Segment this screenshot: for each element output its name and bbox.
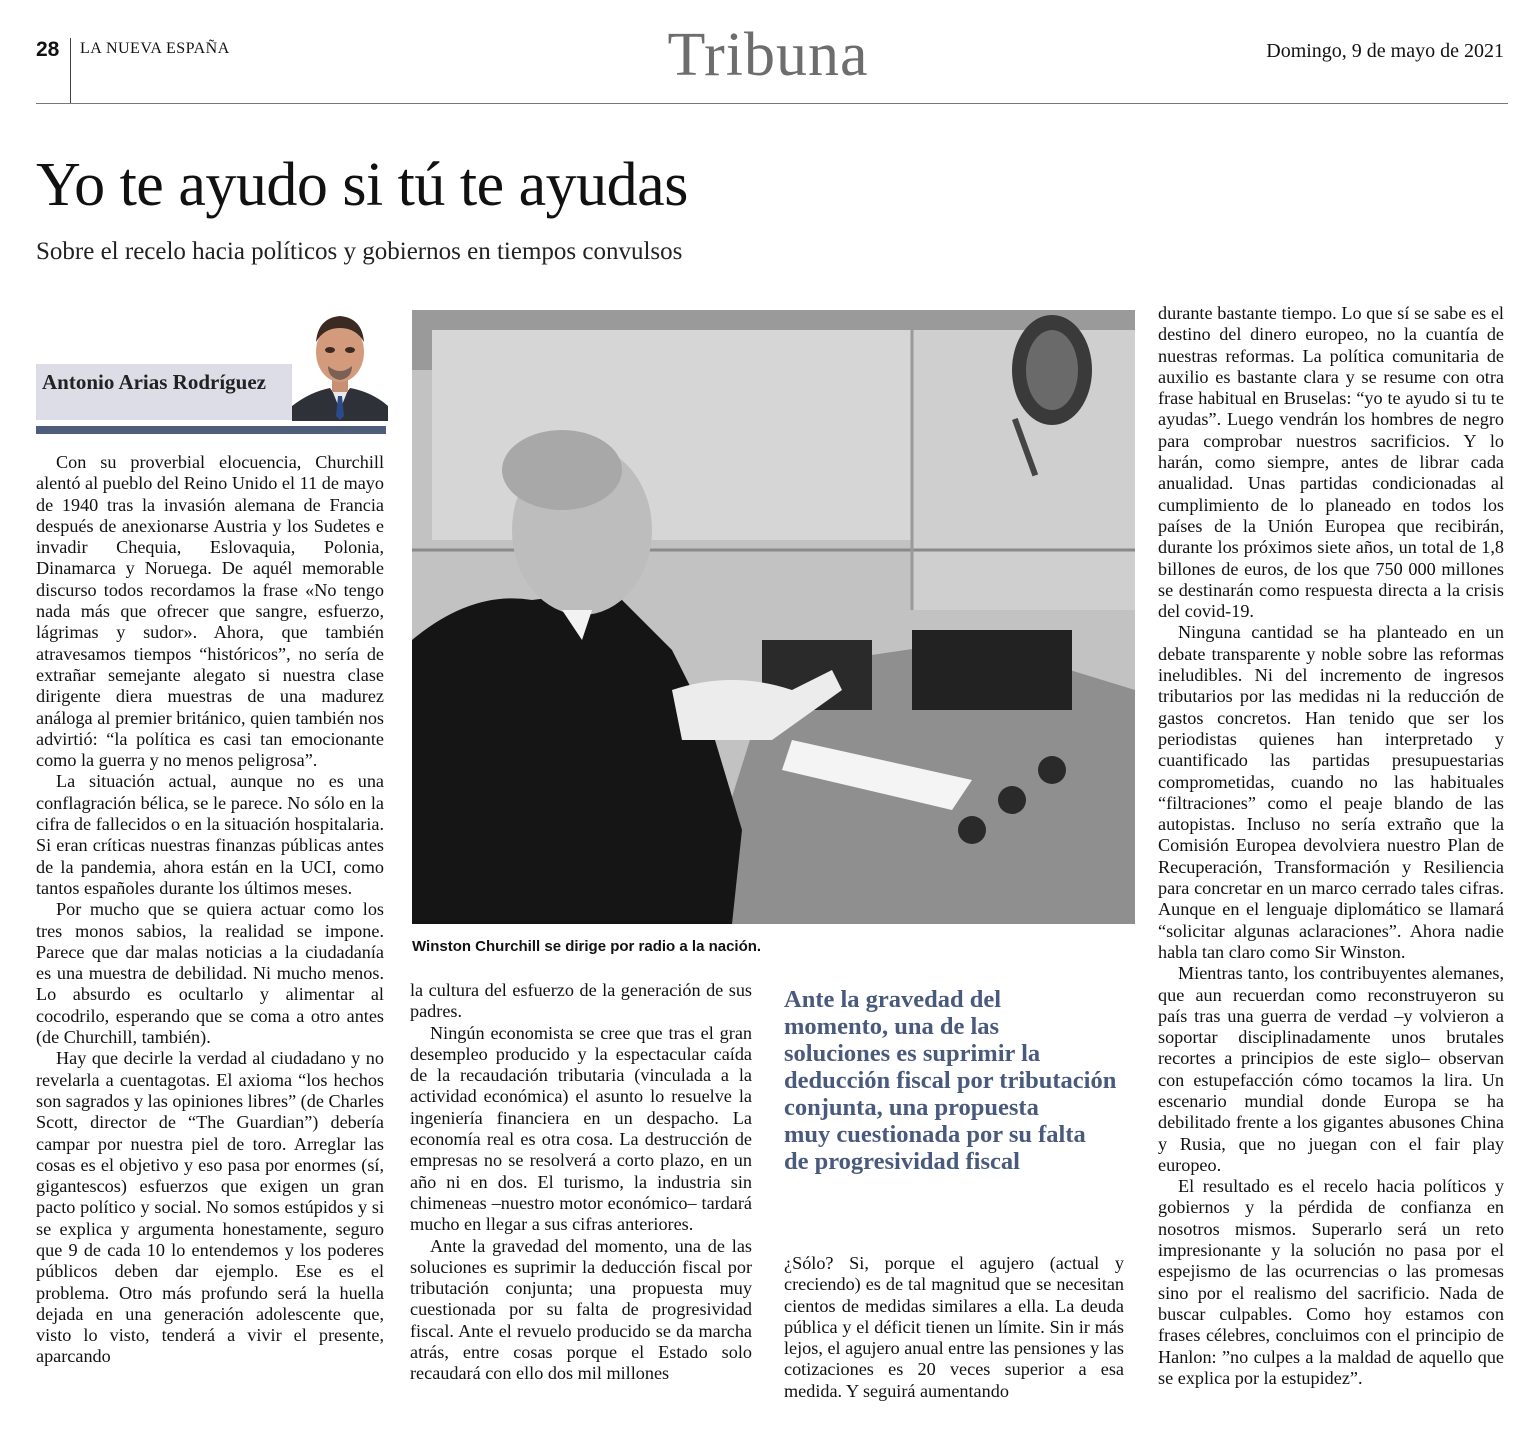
paragraph: El resultado es el recelo hacia políticos y gobiernos y la pérdida de confianza en nosotros mismos. Superarlo será un reto impresionante y la solución no pasa por el espejismo de las ocurrencias o las promesas sino por el realismo del sacrificio. Nada de buscar culpables. Como hoy estamos con frases célebres, concluimos con el principio de Hanlon: ”no culpes a la maldad de aquello que se explica por la estupidez”.: [1158, 1176, 1504, 1388]
paragraph: Ninguna cantidad se ha planteado en un debate transparente y noble sobre las reformas ineludibles. Ni del incremento de ingresos tributarios por las medidas ni la reducción de gastos concretos. Han tenido que ser los periodistas quienes han interpretado y cuantificado las partidas presupuestarias comprometidas, cuando no las habituales “filtraciones” como el peaje blando de las autopistas. Incluso no sería extraño que la Comisión Europea devolviera nuestro Plan de Recuperación, Transformación y Resiliencia para concretar en un marco cerrado tales cifras. Aunque en el lenguaje diplomático se llamará “solicitar algunas aclaraciones”. Ahora nadie habla tan claro como Sir Winston.: [1158, 622, 1504, 962]
pull-quote-line: momento, una de las: [784, 1013, 1000, 1040]
author-portrait: [292, 306, 388, 421]
pull-quote-line: conjunta, una propuesta: [784, 1094, 1039, 1121]
churchill-radio-photo: [412, 310, 1135, 924]
author-underline-bar: [36, 426, 386, 434]
pull-quote-line: soluciones es suprimir la: [784, 1040, 1041, 1067]
section-title: Tribuna: [667, 21, 869, 89]
subheadline: Sobre el recelo hacia políticos y gobiernos en tiempos convulsos: [36, 238, 683, 265]
paragraph: durante bastante tiempo. Lo que sí se sabe es el destino del dinero europeo, no la cuantía de nuestras reformas. La política comunitaria de auxilio es bastante clara y se resume con otra frase habitual en Bruselas: “yo te ayudo si tu te ayudas”. Luego vendrán los hombres de negro para comprobar nuestros sacrificios. Y lo harán, como siempre, antes de librar cada anualidad. Unas partidas condicionadas al cumplimiento de lo planeado en todos los países de la Unión Europea que recibirán, durante los próximos siete años, un total de 1,8 billones de euros, de los que 750 000 millones se destinarán como respuesta directa a la crisis del covid-19.: [1158, 303, 1504, 622]
header-rule: [36, 103, 1508, 104]
paragraph: Con su proverbial elocuencia, Churchill alentó al pueblo del Reino Unido el 11 de mayo de 1940 tras la invasión alemana de Francia después de anexionarse Austria y los Sudetes e invadir Chequia, Eslovaquia, Polonia, Dinamarca y Noruega. De aquél memorable discurso todos recordamos la frase «No tengo nada más que ofrecer que sangre, esfuerzo, lágrimas y sudor». Ahora, que también atravesamos tiempos “históricos”, no sería de extrañar semejante alegato si nuestra clase dirigente diera muestras de una madurez análoga al premier británico, quien también nos advirtió: “la política es casi tan emocionante como la guerra y no menos peligrosa”.: [36, 452, 384, 771]
paragraph: Ningún economista se cree que tras el gran desempleo producido y la espectacular caída de la recaudación tributaria (vinculada a la actividad económica) el asunto lo resuelve la ingeniería financiera en un despacho. La economía real es otra cosa. La destrucción de empresas no se resolverá a corto plazo, en un año ni en dos. El turismo, la industria sin chimeneas –nuestro motor económico– tardará mucho en llegar a sus cifras anteriores.: [410, 1022, 752, 1235]
pull-quote-line: Ante la gravedad del: [784, 986, 1002, 1013]
pull-quote-line: de progresividad fiscal: [784, 1148, 1020, 1175]
author-name: Antonio Arias Rodríguez: [42, 370, 267, 394]
article-column-4: [1158, 303, 1504, 1389]
pull-quote-line: deducción fiscal por tributación: [784, 1067, 1117, 1094]
article-column-2: [410, 980, 752, 1385]
paragraph: La situación actual, aunque no es una conflagración bélica, se le parece. No sólo en la cifra de fallecidos o en la situación hospitalaria. Si eran críticas nuestras finanzas públicas antes de la pandemia, ahora están en la UCI, como tantos españoles durante los últimos meses.: [36, 771, 384, 898]
newspaper-name: LA NUEVA ESPAÑA: [80, 40, 230, 57]
paragraph: Por mucho que se quiera actuar como los tres monos sabios, la realidad se impone. Parece que dar malas noticias a la ciudadanía es una muestra de debilidad. Ni mucho menos. Lo absurdo es ocultarlo y alimentar al cocodrilo, esperando que se coma a otro antes (de Churchill, también).: [36, 899, 384, 1048]
pull-quote: [784, 986, 1136, 1175]
article-column-3: [784, 1253, 1124, 1402]
page-number: 28: [36, 38, 60, 61]
article-column-1: [36, 452, 384, 1368]
paragraph: Hay que decirle la verdad al ciudadano y no revelarla a cuentagotas. El axioma “los hechos son sagrados y las opiniones libres” (de Charles Scott, director de “The Guardian”) debería campar por nuestra piel de toro. Arreglar las cosas es el objetivo y eso pasa por enormes (sí, gigantescos) esfuerzos que exigen un gran pacto político y social. No somos estúpidos y si se explica y argumenta honestamente, seguro que 9 de cada 10 lo entendemos y los poderes públicos deben dar ejemplo. Ese es el problema. Otro más profundo será la huella dejada en una generación adolescente que, visto lo visto, tenderá a vivir el presente, aparcando: [36, 1048, 385, 1367]
photo-caption: Winston Churchill se dirige por radio a la nación.: [412, 938, 762, 955]
paragraph: Ante la gravedad del momento, una de las soluciones es suprimir la deducción fiscal por tributación conjunta; una propuesta muy cuestionada por su falta de progresividad fiscal. Ante el revuelo producido se da marcha atrás, entre cosas porque el Estado solo recaudará con ello dos mil millones: [410, 1235, 752, 1384]
issue-date: Domingo, 9 de mayo de 2021: [1266, 40, 1504, 62]
pull-quote-line: muy cuestionada por su falta: [784, 1121, 1086, 1148]
headline: Yo te ayudo si tú te ayudas: [36, 151, 688, 219]
paragraph: Mientras tanto, los contribuyentes alemanes, que aun recuerdan como reconstruyeron su país tras una guerra de verdad –y volvieron a soportar disciplinadamente unos brutales recortes a principios de este siglo– observan con estupefacción cómo tocamos la lira. Un escenario mundial donde Europa se ha debilitado frente a los gigantes abusones China y Rusia, que no juegan con el fair play europeo.: [1158, 963, 1504, 1175]
paragraph: la cultura del esfuerzo de la generación de sus padres.: [410, 980, 752, 1022]
paragraph: ¿Sólo? Si, porque el agujero (actual y creciendo) es de tal magnitud que se necesitan cientos de medidas similares a ella. La deuda pública y el déficit tienen un límite. Sin ir más lejos, el agujero anual entre las pensiones y las cotizaciones es 20 veces superior a esa medida. Y seguirá aumentando: [784, 1253, 1124, 1401]
